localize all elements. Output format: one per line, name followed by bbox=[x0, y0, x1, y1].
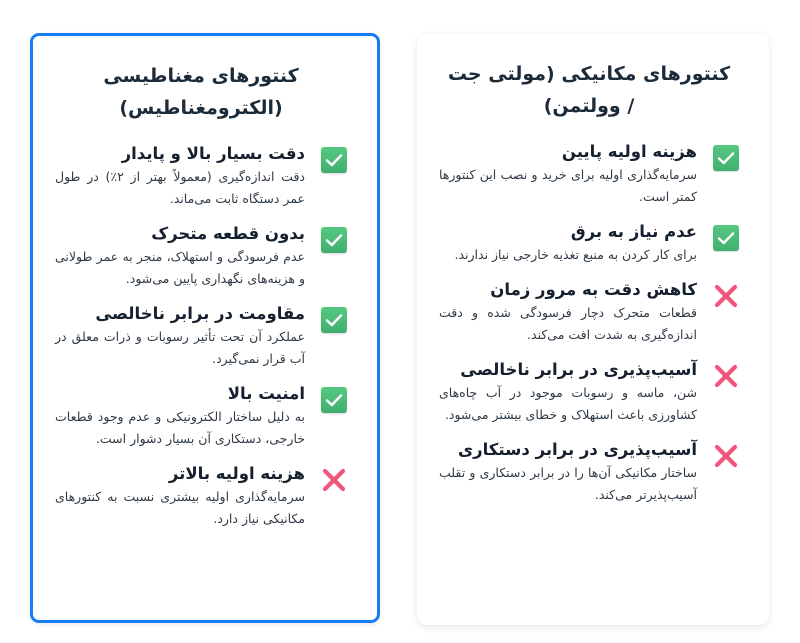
list-item bbox=[55, 462, 347, 530]
list-item bbox=[55, 382, 347, 450]
item-title: آسیب‌پذیری در برابر ناخالصی bbox=[460, 360, 697, 379]
item-description: شن، ماسه و رسوبات موجود در آب چاه‌های کشاورزی باعث استهلاک و خطای بیشتر می‌شود. bbox=[439, 385, 697, 422]
check-icon bbox=[321, 307, 347, 333]
item-title: بدون قطعه متحرک bbox=[151, 224, 305, 243]
list-item bbox=[439, 438, 739, 506]
magnetic-meters-card bbox=[30, 33, 380, 623]
card-title: کنتورهای مغناطیسی (الکترومغناطیس) bbox=[103, 65, 299, 119]
cross-icon bbox=[713, 443, 739, 469]
list-item bbox=[439, 220, 739, 266]
check-icon bbox=[713, 225, 739, 251]
list-item bbox=[55, 222, 347, 290]
item-title: هزینه اولیه پایین bbox=[561, 142, 697, 161]
list-item bbox=[55, 302, 347, 370]
item-description: برای کار کردن به منبع تغذیه خارجی نیاز ندارند. bbox=[454, 247, 697, 262]
cross-icon bbox=[713, 283, 739, 309]
item-description: سرمایه‌گذاری اولیه برای خرید و نصب این کنتورها کمتر است. bbox=[439, 167, 697, 204]
item-description: به دلیل ساختار الکترونیکی و عدم وجود قطعات خارجی، دستکاری آن بسیار دشوار است. bbox=[55, 409, 305, 446]
item-description: قطعات متحرک دچار فرسودگی شده و دقت اندازه‌گیری به شدت افت می‌کند. bbox=[439, 305, 697, 342]
check-icon bbox=[713, 145, 739, 171]
list-item bbox=[55, 142, 347, 210]
check-icon bbox=[321, 147, 347, 173]
check-icon bbox=[321, 227, 347, 253]
item-title: کاهش دقت به مرور زمان bbox=[490, 280, 697, 299]
item-description: ساختار مکانیکی آن‌ها را در برابر دستکاری و تقلب آسیب‌پذیرتر می‌کند. bbox=[439, 465, 697, 502]
item-title: آسیب‌پذیری در برابر دستکاری bbox=[457, 440, 697, 459]
item-title: امنیت بالا bbox=[227, 384, 305, 403]
mechanical-meters-card bbox=[417, 34, 769, 625]
item-title: عدم نیاز به برق bbox=[570, 222, 697, 241]
item-description: سرمایه‌گذاری اولیه بیشتری نسبت به کنتورهای مکانیکی نیاز دارد. bbox=[55, 489, 305, 526]
list-item bbox=[439, 278, 739, 346]
item-title: هزینه اولیه بالاتر bbox=[168, 464, 305, 483]
check-icon bbox=[321, 387, 347, 413]
item-title: مقاومت در برابر ناخالصی bbox=[95, 304, 305, 323]
item-description: عدم فرسودگی و استهلاک، منجر به عمر طولانی و هزینه‌های نگهداری پایین می‌شود. bbox=[55, 249, 305, 286]
cross-icon bbox=[713, 363, 739, 389]
item-title: دقت بسیار بالا و پایدار bbox=[121, 144, 305, 163]
list-item bbox=[439, 140, 739, 208]
card-title: کنتورهای مکانیکی (مولتی جت / وولتمن) bbox=[447, 63, 731, 117]
cross-icon bbox=[321, 467, 347, 493]
list-item bbox=[439, 358, 739, 426]
item-description: دقت اندازه‌گیری (معمولاً بهتر از ۲٪) در طول عمر دستگاه ثابت می‌ماند. bbox=[55, 169, 305, 206]
item-description: عملکرد آن تحت تأثیر رسوبات و ذرات معلق در آب قرار نمی‌گیرد. bbox=[55, 329, 305, 366]
